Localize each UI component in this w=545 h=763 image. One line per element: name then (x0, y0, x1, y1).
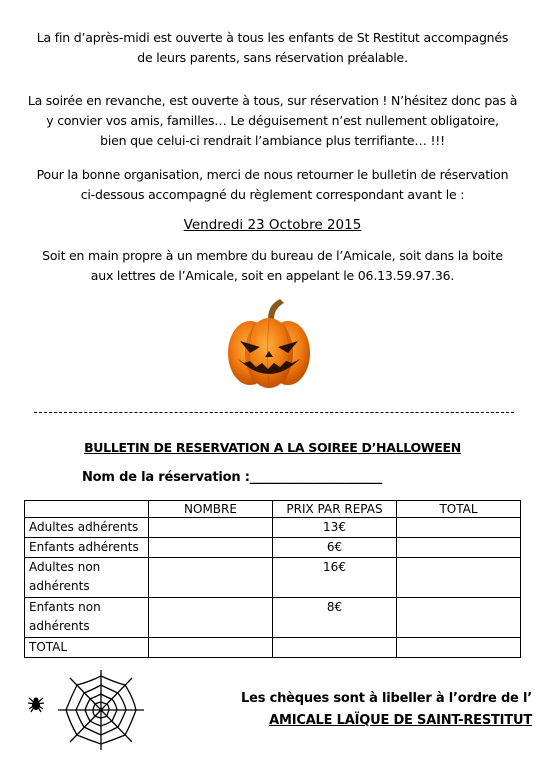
header-cell: TOTAL (397, 501, 521, 518)
header-cell: NOMBRE (149, 501, 273, 518)
quantity-cell (149, 558, 273, 598)
evening-line: y convier vos amis, familles… Le déguisement n’est nullement obligatoire, (46, 113, 499, 128)
row-label: Adultes adhérents (25, 518, 149, 538)
total-cell (397, 638, 521, 658)
intro-paragraph (20, 28, 525, 68)
table-row (25, 558, 521, 598)
reservation-table (24, 500, 521, 658)
row-label: Enfants adhérents (25, 538, 149, 558)
table-row (25, 598, 521, 638)
organisation-paragraph (20, 165, 525, 205)
organisation-line: Pour la bonne organisation, merci de nous retourner le bulletin de réservation (36, 167, 509, 182)
price-cell: 8€ (273, 598, 397, 638)
intro-line: de leurs parents, sans réservation préalable. (137, 50, 408, 65)
total-cell (397, 598, 521, 638)
header-cell: PRIX PAR REPAS (273, 501, 397, 518)
delivery-line: Soit en main propre à un membre du bureau de l’Amicale, soit dans la boite (42, 248, 503, 263)
intro-line: La fin d’après-midi est ouverte à tous les enfants de St Restitut accompagnés (36, 30, 509, 45)
evening-paragraph (20, 91, 525, 151)
total-cell (397, 558, 521, 598)
table-row (25, 538, 521, 558)
table-header-row (25, 501, 521, 518)
quantity-cell (149, 638, 273, 658)
total-cell (397, 518, 521, 538)
spiderweb-icon (56, 668, 146, 752)
cut-line-divider (34, 412, 514, 413)
row-label: TOTAL (25, 638, 149, 658)
table-row (25, 518, 521, 538)
evening-line: bien que celui-ci rendrait l’ambiance plus terrifiante… !!! (100, 133, 445, 148)
organisation-line: ci-dessous accompagné du règlement correspondant avant le : (80, 187, 465, 202)
price-cell: 6€ (273, 538, 397, 558)
evening-line: La soirée en revanche, est ouverte à tous, sur réservation ! N’hésitez donc pas à (27, 93, 518, 108)
reservation-name-field: Nom de la réservation :_____________________ (82, 470, 383, 485)
price-cell: 16€ (273, 558, 397, 598)
quantity-cell (149, 538, 273, 558)
payment-note (152, 688, 532, 732)
payment-note-line: Les chèques sont à libeller à l’ordre de l’ (241, 691, 532, 706)
bulletin-title: BULLETIN DE RESERVATION A LA SOIREE D’HALLOWEEN (84, 440, 461, 455)
price-cell: 13€ (273, 518, 397, 538)
quantity-cell (149, 518, 273, 538)
header-cell (25, 501, 149, 518)
delivery-line: aux lettres de l’Amicale, soit en appelant le 06.13.59.97.36. (90, 268, 455, 283)
deadline-date: Vendredi 23 Octobre 2015 (183, 217, 362, 233)
payment-beneficiary: AMICALE LAÏQUE DE SAINT-RESTITUT (269, 713, 532, 728)
delivery-paragraph (20, 246, 525, 286)
row-label: Adultes non adhérents (25, 558, 149, 598)
pumpkin-icon (224, 297, 314, 393)
row-label: Enfants non adhérents (25, 598, 149, 638)
table-total-row (25, 638, 521, 658)
spider-icon (26, 694, 46, 714)
price-cell (273, 638, 397, 658)
quantity-cell (149, 598, 273, 638)
total-cell (397, 538, 521, 558)
